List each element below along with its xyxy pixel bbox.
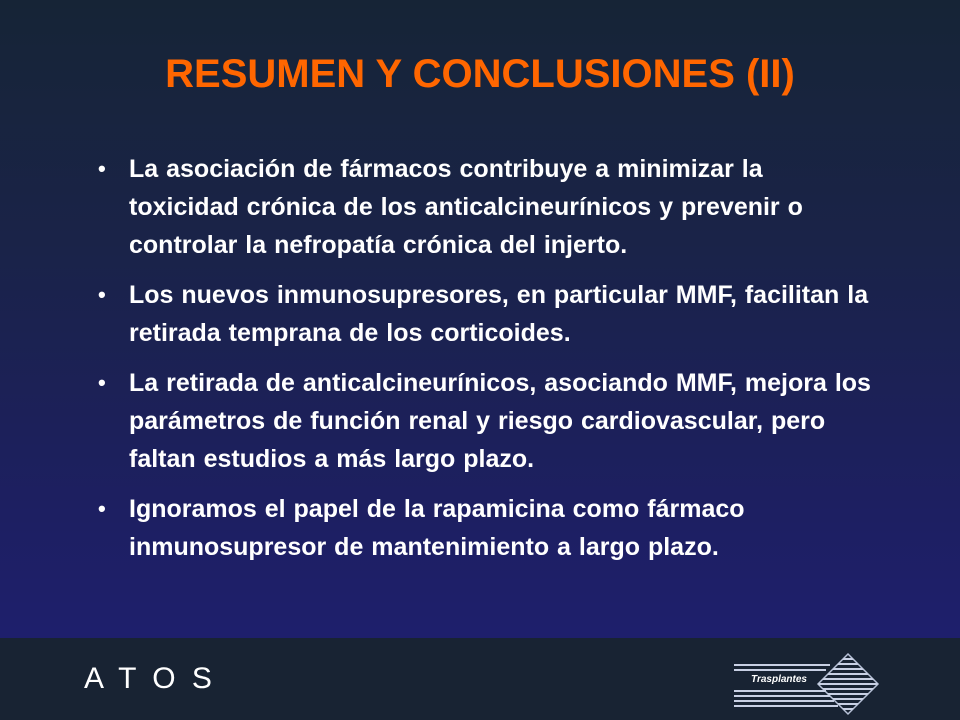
bullet-item xyxy=(98,490,878,566)
bullet-item xyxy=(98,150,878,264)
footer-brand: A T O S xyxy=(84,662,216,695)
bullet-marker: • xyxy=(98,370,106,395)
bullet-text: La asociación de fármacos contribuye a minimizar la toxicidad crónica de los anticalcineurínicos y prevenir o controlar la nefropatía crónica del injerto. xyxy=(129,155,803,259)
bullet-list xyxy=(98,150,878,578)
trasplantes-logo xyxy=(730,652,880,716)
bullet-text: Ignoramos el papel de la rapamicina como fármaco inmunosupresor de mantenimiento a largo plazo. xyxy=(129,495,745,561)
bullet-text: La retirada de anticalcineurínicos, asociando MMF, mejora los parámetros de función renal y riesgo cardiovascular, pero faltan estudios a más largo plazo. xyxy=(129,369,871,473)
bullet-item xyxy=(98,364,878,478)
footer-bar xyxy=(0,638,960,720)
bullet-marker: • xyxy=(98,496,106,521)
bullet-item xyxy=(98,276,878,352)
bullet-marker: • xyxy=(98,156,106,181)
bullet-text: Los nuevos inmunosupresores, en particular MMF, facilitan la retirada temprana de los corticoides. xyxy=(129,281,869,347)
slide-title: RESUMEN Y CONCLUSIONES (II) xyxy=(165,52,795,96)
logo-label: Trasplantes xyxy=(751,674,807,685)
bullet-marker: • xyxy=(98,282,106,307)
